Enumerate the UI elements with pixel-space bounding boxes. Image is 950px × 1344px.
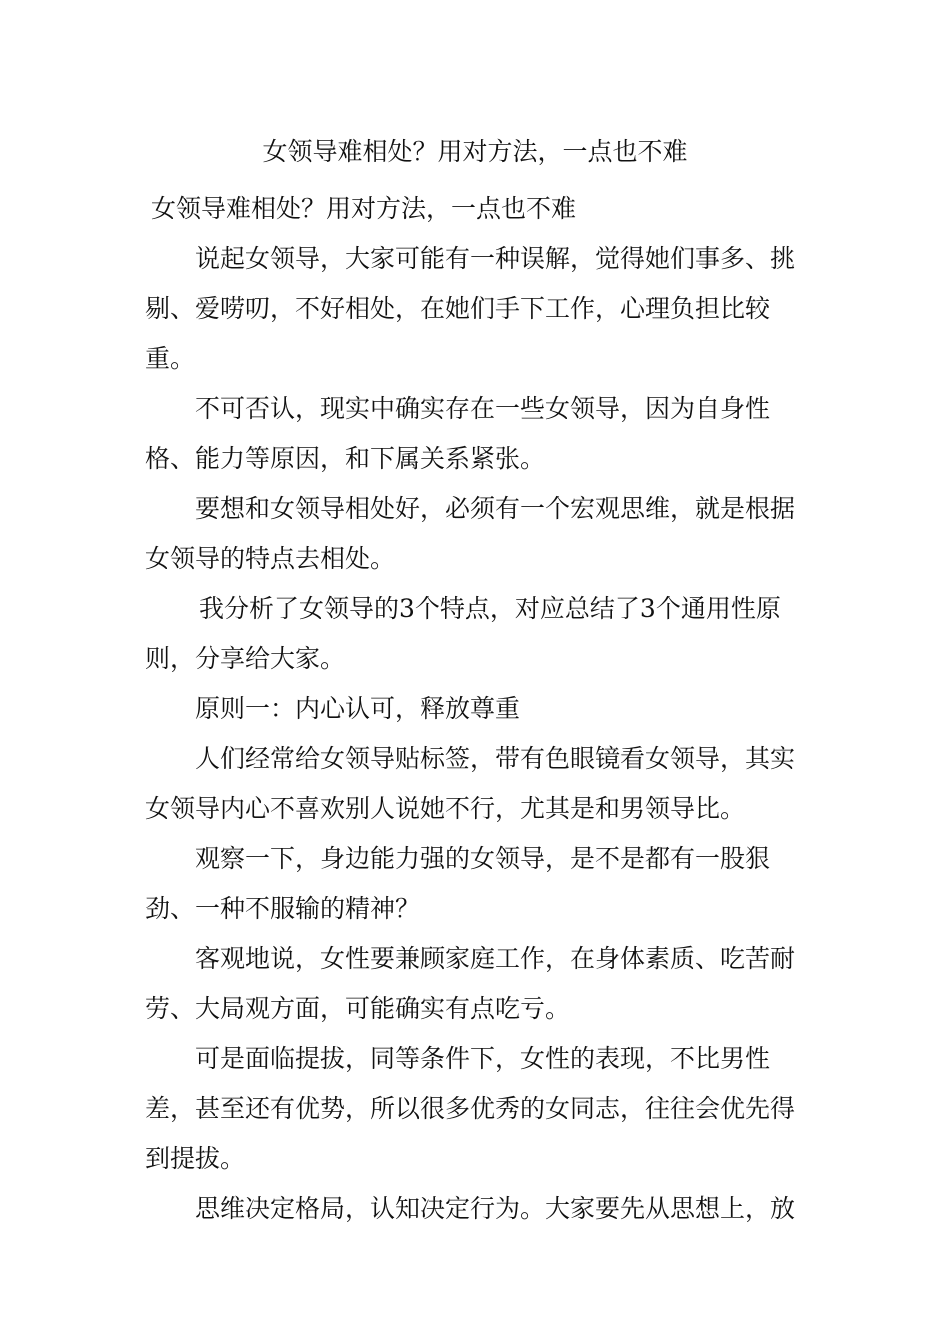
paragraph: 人们经常给女领导贴标签，带有色眼镜看女领导，其实女领导内心不喜欢别人说她不行，尤其是和男领导比。 <box>145 744 796 823</box>
paragraph: 说起女领导，大家可能有一种误解，觉得她们事多、挑剔、爱唠叨，不好相处，在她们手下工作，心理负担比较重。 <box>145 244 796 373</box>
paragraph: 思维决定格局，认知决定行为。大家要先从思想上，放 <box>195 1194 796 1223</box>
section-heading: 原则一：内心认可，释放尊重 <box>195 694 521 723</box>
paragraph: 客观地说，女性要兼顾家庭工作，在身体素质、吃苦耐劳、大局观方面，可能确实有点吃亏。 <box>145 944 796 1023</box>
paragraph: 可是面临提拔，同等条件下，女性的表现，不比男性差，甚至还有优势，所以很多优秀的女同志，往往会优先得到提拔。 <box>145 1044 796 1173</box>
paragraph: 要想和女领导相处好，必须有一个宏观思维，就是根据女领导的特点去相处。 <box>145 494 796 573</box>
paragraph: 观察一下，身边能力强的女领导，是不是都有一股狠劲、一种不服输的精神？ <box>145 844 771 923</box>
subtitle-paragraph: 女领导难相处？用对方法，一点也不难 <box>151 194 577 223</box>
paragraph: 我分析了女领导的3个特点，对应总结了3个通用性原则，分享给大家。 <box>145 594 781 673</box>
paragraph: 不可否认，现实中确实存在一些女领导，因为自身性格、能力等原因，和下属关系紧张。 <box>145 394 771 473</box>
document-body <box>145 184 810 1234</box>
page-title: 女领导难相处？用对方法，一点也不难 <box>262 137 688 166</box>
